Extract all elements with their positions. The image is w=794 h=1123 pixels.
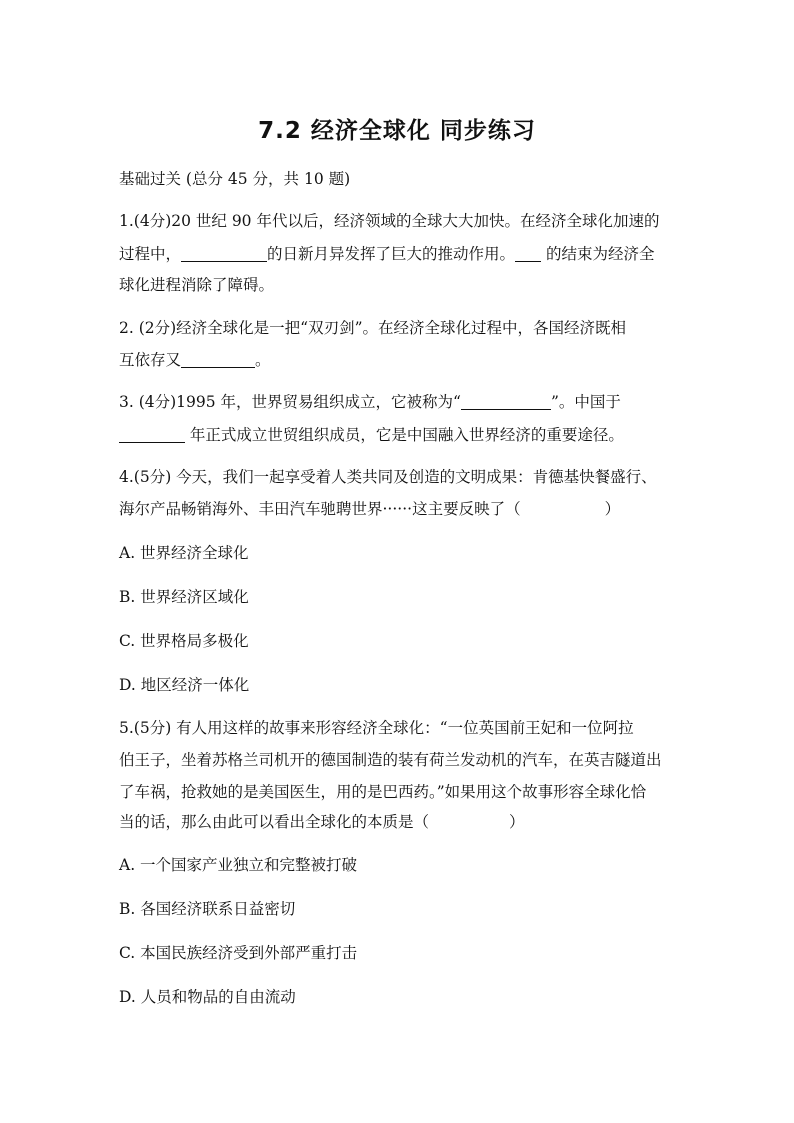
q3-blank-2: [119, 424, 185, 443]
q1-line-2: [119, 238, 679, 270]
q4-option-d: D. 地区经济一体化: [119, 676, 250, 694]
q5-line-4: [119, 806, 679, 838]
q1-text-b: 的日新月异发挥了巨大的推动作用。: [267, 245, 516, 263]
q3-line-1: [119, 386, 679, 418]
q3-blank-1: [461, 391, 551, 410]
q2-blank: [181, 349, 255, 368]
q4-line-1: 4.(5分) 今天，我们一起享受着人类共同及创造的文明成果：肯德基快餐盛行、: [119, 468, 657, 486]
q4-option-a: A. 世界经济全球化: [119, 544, 249, 562]
q5-option-c: C. 本国民族经济受到外部严重打击: [119, 944, 358, 962]
q1-blank-2: [515, 243, 541, 262]
q1-line-3: 球化进程消除了障碍。: [119, 276, 275, 294]
q2-line-1: 2. (2分)经济全球化是一把“双刃剑”。在经济全球化过程中，各国经济既相: [119, 319, 627, 337]
q5-line-1: 5.(5分) 有人用这样的故事来形容经济全球化：“一位英国前王妃和一位阿拉: [119, 719, 634, 737]
q1-blank-1: [181, 243, 267, 262]
q3-text-c: 年正式成立世贸组织成员，它是中国融入世界经济的重要途径。: [185, 426, 624, 444]
q5-text-b: ）: [509, 813, 525, 831]
q4-text-b: ）: [604, 500, 621, 518]
q1-line-1: 1.(4分)20 世纪 90 年代以后，经济领域的全球大大加快。在经济全球化加速的: [119, 212, 660, 230]
q2-text-a: 互依存又: [119, 351, 182, 369]
q5-line-3: 了车祸，抢救她的是美国医生，用的是巴西药。”如果用这个故事形容全球化恰: [119, 783, 647, 801]
q2-line-2: [119, 344, 679, 376]
q1-text-c: 的结束为经济全: [541, 245, 655, 263]
q4-text-a: 海尔产品畅销海外、丰田汽车驰聘世界······这主要反映了（: [119, 500, 521, 518]
q5-option-b: B. 各国经济联系日益密切: [119, 900, 296, 918]
section-heading: 基础过关 (总分 45 分，共 10 题): [119, 170, 351, 188]
q5-line-2: 伯王子，坐着苏格兰司机开的德国制造的装有荷兰发动机的汽车，在英吉隧道出: [119, 751, 662, 769]
q5-option-d: D. 人员和物品的自由流动: [119, 988, 296, 1006]
q2-text-b: 。: [255, 351, 271, 369]
q5-option-a: A. 一个国家产业独立和完整被打破: [119, 856, 358, 874]
q3-text-a: 3. (4分)1995 年，世界贸易组织成立，它被称为“: [119, 393, 461, 411]
q4-option-c: C. 世界格局多极化: [119, 632, 249, 650]
q1-text-a: 过程中，: [119, 245, 182, 263]
page-title: 7.2 经济全球化 同步练习: [258, 118, 536, 144]
q3-text-b: ”。中国于: [550, 393, 621, 411]
q5-text-a: 当的话，那么由此可以看出全球化的本质是（: [119, 813, 430, 831]
q4-line-2: [119, 493, 679, 525]
q4-option-b: B. 世界经济区域化: [119, 588, 249, 606]
q3-line-2: [119, 419, 679, 451]
